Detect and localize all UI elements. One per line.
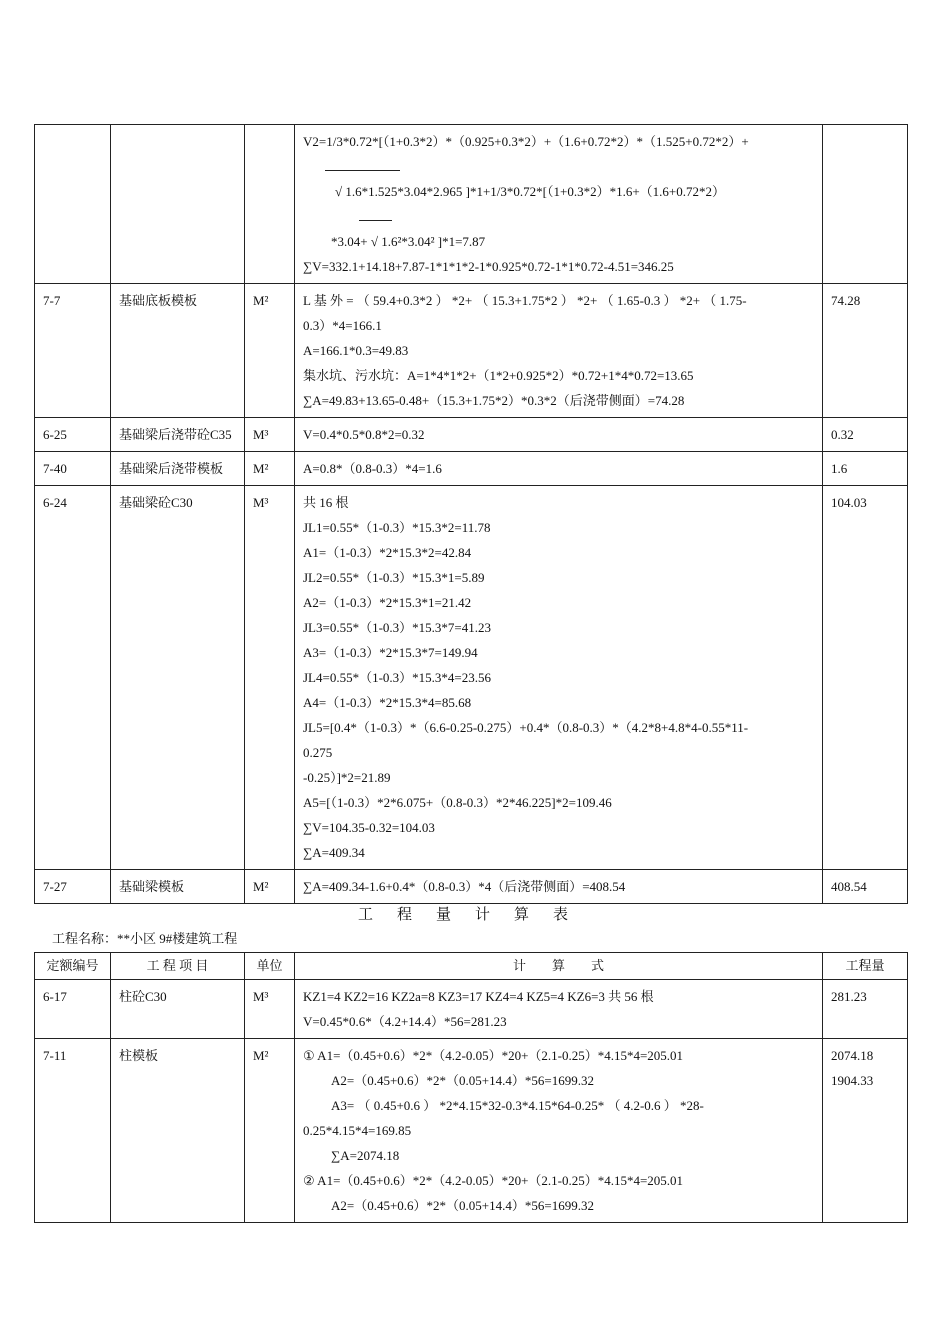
qty-cell: 74.28 [823, 284, 908, 418]
qty-cell: 0.32 [823, 418, 908, 452]
table-row [35, 486, 908, 870]
unit-cell: M³ [245, 486, 295, 870]
item-cell: 基础梁模板 [111, 870, 245, 904]
calc-cell [295, 870, 823, 904]
calc-line: JL5=[0.4*（1-0.3）*（6.6-0.25-0.275）+0.4*（0.8-0.3）*（4.2*8+4.8*4-0.55*11- [303, 720, 749, 735]
code-cell: 7-7 [35, 284, 111, 418]
calc-line: A2=（0.45+0.6）*2*（0.05+14.4）*56=1699.32 [331, 1073, 594, 1088]
calc-line: A=166.1*0.3=49.83 [303, 343, 409, 358]
calc-line: ∑V=104.35-0.32=104.03 [303, 820, 435, 835]
calc-line: 集水坑、污水坑：A=1*4*1*2+（1*2+0.925*2）*0.72+1*4*0.72=13.65 [303, 368, 694, 383]
header-unit: 单位 [245, 953, 295, 980]
code-cell: 7-27 [35, 870, 111, 904]
calc-line: 0.275 [303, 745, 333, 760]
table-row [35, 284, 908, 418]
calc-line: ① A1=（0.45+0.6）*2*（4.2-0.05）*20+（2.1-0.25）*4.15*4=205.01 [303, 1048, 684, 1063]
calc-line: 共 16 根 [303, 495, 349, 510]
calc-line: KZ1=4 KZ2=16 KZ2a=8 KZ3=17 KZ4=4 KZ5=4 KZ6=3 共 56 根 [303, 989, 654, 1004]
calc-line: ∑A=2074.18 [331, 1148, 400, 1163]
calc-line: JL3=0.55*（1-0.3）*15.3*7=41.23 [303, 620, 491, 635]
header-item: 工 程 项 目 [111, 953, 245, 980]
calc-cell [295, 452, 823, 486]
table-row [35, 125, 908, 284]
calc-line: ② A1=（0.45+0.6）*2*（4.2-0.05）*20+（2.1-0.25）*4.15*4=205.01 [303, 1173, 684, 1188]
unit-cell: M³ [245, 418, 295, 452]
unit-cell: M² [245, 1039, 295, 1223]
radical-overline [303, 204, 814, 229]
calc-line: JL2=0.55*（1-0.3）*15.3*1=5.89 [303, 570, 485, 585]
calc-line: ∑A=409.34-1.6+0.4*（0.8-0.3）*4（后浇带侧面）=408.54 [303, 879, 626, 894]
calc-cell [295, 486, 823, 870]
calc-line: JL1=0.55*（1-0.3）*15.3*2=11.78 [303, 520, 491, 535]
table-header-row [35, 953, 908, 980]
item-cell: 基础梁砼C30 [111, 486, 245, 870]
calc-line: V=0.4*0.5*0.8*2=0.32 [303, 427, 425, 442]
table-row [35, 418, 908, 452]
table-row [35, 870, 908, 904]
code-cell: 7-40 [35, 452, 111, 486]
qty-cell: 408.54 [823, 870, 908, 904]
calc-line: 0.25*4.15*4=169.85 [303, 1123, 412, 1138]
qty-value: 2074.18 [831, 1048, 874, 1063]
unit-cell: M² [245, 452, 295, 486]
project-name: 工程名称：**小区 9#楼建筑工程 [52, 931, 238, 946]
qty-value-2: 1904.33 [831, 1073, 874, 1088]
calc-cell [295, 980, 823, 1039]
calc-line: *3.04+ √ 1.6²*3.04² ]*1=7.87 [331, 234, 486, 249]
qty-cell: 1.6 [823, 452, 908, 486]
calc-line: √ 1.6*1.525*3.04*2.965 ]*1+1/3*0.72*[（1+0.3*2）*1.6+（1.6+0.72*2） [335, 184, 725, 199]
calc-line: L 基 外 = （ 59.4+0.3*2 ） *2+ （ 15.3+1.75*2 ） *2+ （ 1.65-0.3 ） *2+ （ 1.75- [303, 293, 747, 308]
page-title: 工程量计算表 [357, 907, 592, 923]
item-cell: 柱模板 [111, 1039, 245, 1223]
calc-line: A=0.8*（0.8-0.3）*4=1.6 [303, 461, 442, 476]
bottom-calc-table [34, 952, 908, 1223]
qty-cell [823, 125, 908, 284]
calc-line: A4=（1-0.3）*2*15.3*4=85.68 [303, 695, 472, 710]
item-cell: 基础梁后浇带砼C35 [111, 418, 245, 452]
qty-cell: 281.23 [823, 980, 908, 1039]
calc-cell [295, 1039, 823, 1223]
radical-overline [303, 154, 814, 179]
table-row [35, 452, 908, 486]
code-cell: 6-25 [35, 418, 111, 452]
code-cell [35, 125, 111, 284]
code-cell: 6-24 [35, 486, 111, 870]
calc-line: A1=（1-0.3）*2*15.3*2=42.84 [303, 545, 472, 560]
item-cell: 柱砼C30 [111, 980, 245, 1039]
table-row [35, 1039, 908, 1223]
header-code: 定额编号 [35, 953, 111, 980]
item-cell: 基础底板模板 [111, 284, 245, 418]
calc-line: A2=（1-0.3）*2*15.3*1=21.42 [303, 595, 472, 610]
calc-sum-line: ∑V=332.1+14.18+7.87-1*1*1*2-1*0.925*0.72-1*1*0.72-4.51=346.25 [303, 259, 674, 274]
calc-line: JL4=0.55*（1-0.3）*15.3*4=23.56 [303, 670, 491, 685]
calc-line: 0.3）*4=166.1 [303, 318, 382, 333]
header-calc: 计 算 式 [295, 953, 823, 980]
item-cell [111, 125, 245, 284]
calc-line: -0.25）]*2=21.89 [303, 770, 391, 785]
calc-cell [295, 284, 823, 418]
calc-line: ∑A=49.83+13.65-0.48+（15.3+1.75*2）*0.3*2（后浇带侧面）=74.28 [303, 393, 685, 408]
item-cell: 基础梁后浇带模板 [111, 452, 245, 486]
unit-cell: M² [245, 284, 295, 418]
code-cell: 7-11 [35, 1039, 111, 1223]
calc-line: V=0.45*0.6*（4.2+14.4）*56=281.23 [303, 1014, 507, 1029]
code-cell: 6-17 [35, 980, 111, 1039]
calc-line: A5=[（1-0.3）*2*6.075+（0.8-0.3）*2*46.225]*2=109.46 [303, 795, 612, 810]
top-calc-table [34, 124, 908, 904]
calc-line: A3=（1-0.3）*2*15.3*7=149.94 [303, 645, 478, 660]
calc-cell [295, 125, 823, 284]
header-qty: 工程量 [823, 953, 908, 980]
unit-cell: M³ [245, 980, 295, 1039]
calc-line: A2=（0.45+0.6）*2*（0.05+14.4）*56=1699.32 [331, 1198, 594, 1213]
calc-line: A3= （ 0.45+0.6 ） *2*4.15*32-0.3*4.15*64-0.25* （ 4.2-0.6 ） *28- [331, 1098, 704, 1113]
unit-cell [245, 125, 295, 284]
table-row [35, 980, 908, 1039]
qty-cell [823, 1039, 908, 1223]
calc-line: V2=1/3*0.72*[（1+0.3*2）*（0.925+0.3*2）+（1.6+0.72*2）*（1.525+0.72*2）+ [303, 134, 749, 149]
calc-line: ∑A=409.34 [303, 845, 365, 860]
unit-cell: M² [245, 870, 295, 904]
calc-cell [295, 418, 823, 452]
qty-cell: 104.03 [823, 486, 908, 870]
